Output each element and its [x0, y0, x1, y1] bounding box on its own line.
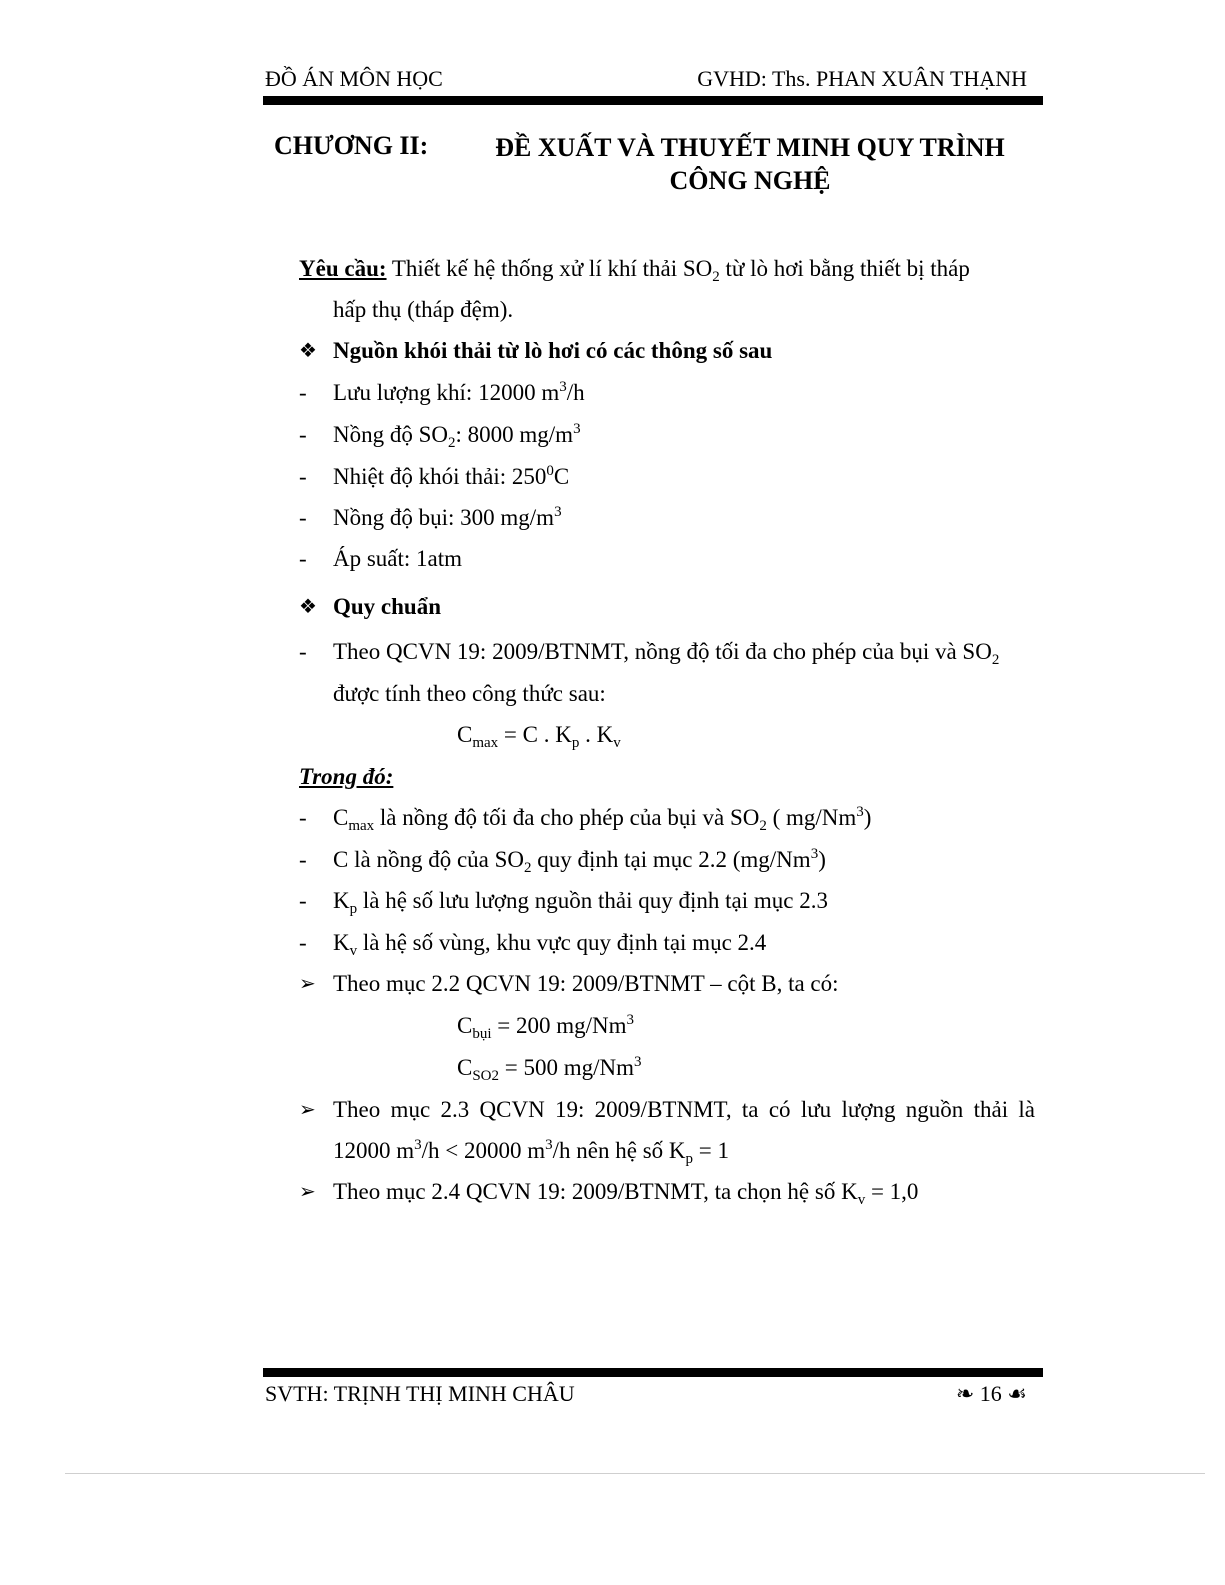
page-number-value: 16	[979, 1381, 1002, 1406]
ornament-left-icon: ❧	[955, 1381, 975, 1406]
item-2-3-line2: 12000 $m^3/h < 20000$ $m^3/h$ nên hệ số $K_p = 1$	[333, 1137, 730, 1167]
dash-bullet: -	[299, 805, 307, 830]
standard-line1: Theo QCVN 19: 2009/BTNMT, nồng độ tối đa cho phép của bụi và $SO_2$	[333, 639, 1000, 668]
footer-student: SVTH: TRỊNH THỊ MINH CHÂU	[265, 1381, 575, 1406]
flue-temperature: Nhiệt độ khói thải: $250^0C$	[333, 463, 570, 489]
header-rule	[263, 96, 1043, 105]
page-edge-divider	[65, 1473, 1205, 1474]
requirement-text-a: Thiết kế hệ thống xử lí khí thải SO	[386, 256, 713, 281]
item-2-3-line1: Theo mục 2.3 QCVN 19: 2009/BTNMT, ta có lưu lượng nguồn thải là	[333, 1097, 1035, 1122]
pressure: Áp suất: 1atm	[333, 546, 463, 571]
arrow-bullet-icon: ➢	[299, 1099, 316, 1121]
diamond-bullet-icon: ❖	[299, 596, 317, 618]
flow-rate: Lưu lượng khí: 12000 $m^3/h$	[333, 379, 585, 405]
where-c: C là nồng độ của $SO_2$ quy định tại mục 2.2 (mg/Nm$^3$)	[333, 846, 826, 876]
dash-bullet: -	[299, 380, 307, 405]
footer-rule	[263, 1368, 1043, 1377]
ornament-right-icon: ☙	[1007, 1381, 1027, 1406]
chapter-title-line2: CÔNG NGHỆ	[669, 166, 831, 195]
dash-bullet: -	[299, 464, 307, 489]
formula-cmax: $C_{max} = C$ . $K_p$ . $K_v$	[457, 722, 621, 751]
where-label: Trong đó:	[299, 764, 394, 789]
source-heading: Nguồn khói thải từ lò hơi có các thông số sau	[333, 338, 773, 363]
item-2-4: Theo mục 2.4 QCVN 19: 2009/BTNMT, ta chọn hệ số $K_v = 1,0$	[333, 1179, 919, 1208]
standard-line2: được tính theo công thức sau:	[333, 681, 606, 706]
diamond-bullet-icon: ❖	[299, 340, 317, 362]
requirement-line1	[299, 254, 970, 284]
requirement-line2: hấp thụ (tháp đệm).	[333, 297, 514, 322]
chapter-label: CHƯƠNG II:	[274, 131, 429, 160]
standard-heading: Quy chuẩn	[333, 594, 442, 619]
item-2-2: Theo mục 2.2 QCVN 19: 2009/BTNMT – cột B, ta có:	[333, 971, 839, 996]
dust-concentration: Nồng độ bụi: 300 $mg/m^3$	[333, 504, 562, 530]
page-number	[956, 1381, 1027, 1407]
dash-bullet: -	[299, 930, 307, 955]
requirement-label: Yêu cầu:	[299, 256, 387, 281]
c-dust-value: $C_{bụi} = 200$ mg/Nm$^3$	[457, 1012, 635, 1042]
dash-bullet: -	[299, 888, 307, 913]
dash-bullet: -	[299, 546, 307, 571]
where-kp: $K_p$ là hệ số lưu lượng nguồn thải quy định tại mục 2.3	[333, 888, 828, 917]
dash-bullet: -	[299, 422, 307, 447]
where-cmax: $C_{max}$ là nồng độ tối đa cho phép của bụi và $SO_2$ ( mg/Nm$^3$)	[333, 804, 872, 834]
chapter-title-line1: ĐỀ XUẤT VÀ THUYẾT MINH QUY TRÌNH	[495, 133, 1005, 162]
dash-bullet: -	[299, 847, 307, 872]
header-advisor: GVHD: Ths. PHAN XUÂN THẠNH	[697, 66, 1027, 91]
dash-bullet: -	[299, 639, 307, 664]
dash-bullet: -	[299, 505, 307, 530]
so2-concentration: Nồng độ $SO_2$: 8000 $mg/m^3$	[333, 421, 581, 451]
requirement-sub: 2	[712, 269, 720, 285]
c-so2-value: $C_{SO2} = 500$ mg/Nm$^3$	[457, 1054, 642, 1084]
arrow-bullet-icon: ➢	[299, 1181, 316, 1203]
header-course: ĐỒ ÁN MÔN HỌC	[265, 66, 443, 91]
chapter-title	[460, 131, 1040, 197]
where-kv: $K_v$ là hệ số vùng, khu vực quy định tại mục 2.4	[333, 930, 767, 959]
page-header	[265, 62, 1043, 94]
requirement-text-b: từ lò hơi bằng thiết bị tháp	[719, 256, 970, 281]
arrow-bullet-icon: ➢	[299, 973, 316, 995]
page-footer	[265, 1381, 1027, 1411]
